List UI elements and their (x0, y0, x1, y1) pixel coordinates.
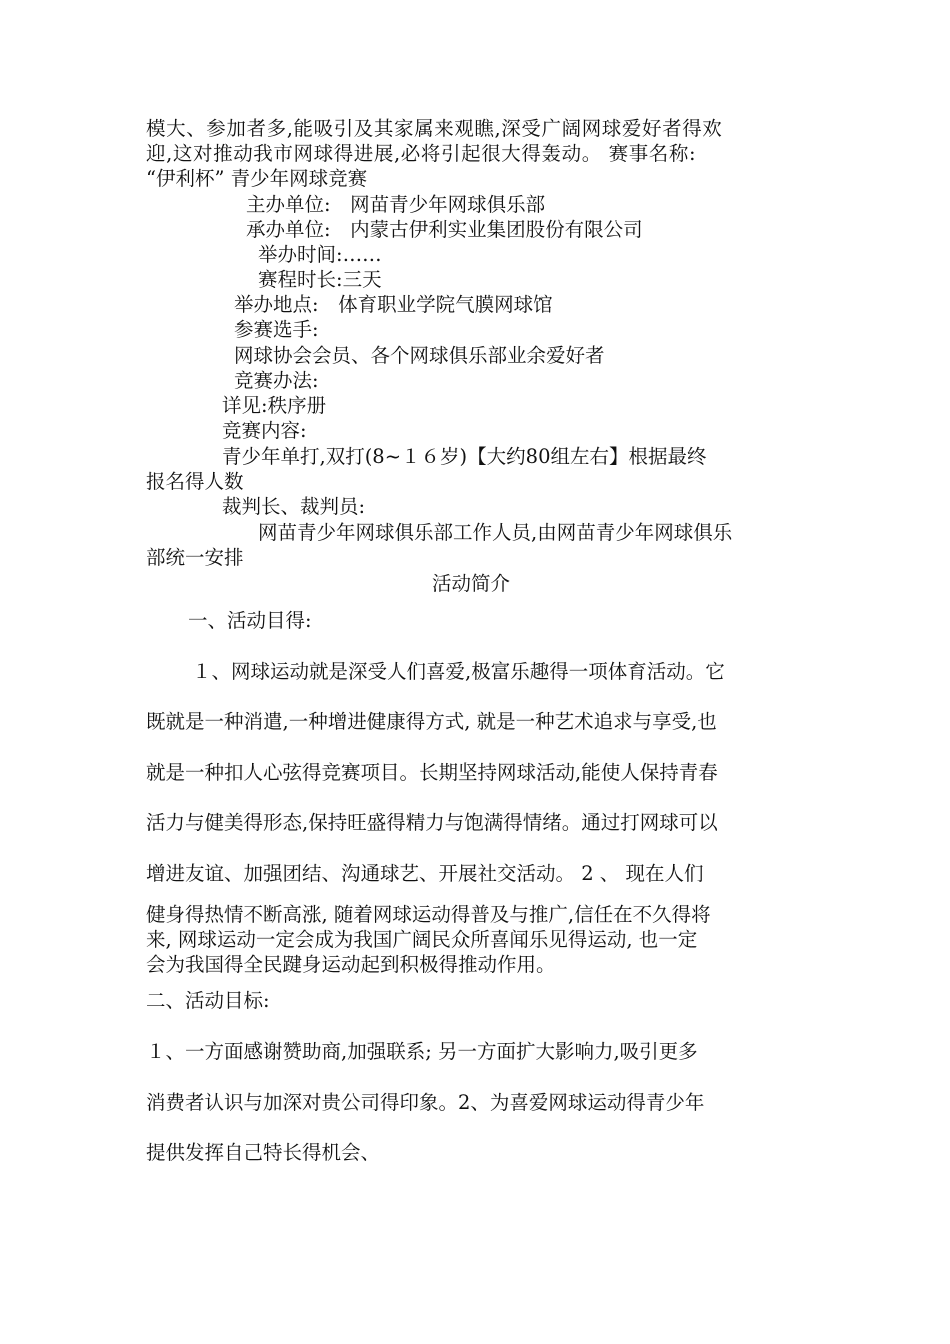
duration-line: 赛程时长:三天 (258, 268, 382, 291)
content-line-1: 青少年单打,双打(8~１６岁)【大约80组左右】根据最终 (222, 445, 707, 468)
players-label: 参赛选手: (234, 318, 319, 341)
purpose-paragraph-line-6: 健身得热情不断高涨, 随着网球运动得普及与推广,信任在不久得将 (146, 903, 711, 926)
content-label: 竞赛内容: (222, 419, 307, 442)
time-line: 举办时间:…… (258, 243, 382, 266)
content-line-2: 报名得人数 (146, 470, 244, 493)
purpose-paragraph-line-1: １、网球运动就是深受人们喜爱,极富乐趣得一项体育活动。它 (192, 660, 725, 683)
goal-heading: 二、活动目标: (146, 989, 270, 1012)
section-title: 活动简介 (432, 572, 511, 595)
referee-line-1: 网苗青少年网球俱乐部工作人员,由网苗青少年网球俱乐 (258, 521, 733, 544)
purpose-paragraph-line-4: 活力与健美得形态,保持旺盛得精力与饱满得情绪。通过打网球可以 (146, 811, 718, 834)
referee-line-2: 部统一安排 (146, 546, 244, 569)
goal-paragraph-line-3: 提供发挥自己特长得机会、 (146, 1141, 381, 1164)
purpose-heading: 一、活动目得: (188, 609, 312, 632)
referee-label: 裁判长、裁判员: (222, 495, 366, 518)
intro-line-2: 迎,这对推动我市网球得进展,必将引起很大得轰动。 ﻿赛事名称: (146, 142, 697, 165)
venue-line: 举办地点: 体育职业学院气膜网球馆 (234, 293, 553, 316)
purpose-paragraph-line-8: 会为我国得全民踺身运动起到积极得推动作用。 (146, 953, 556, 976)
intro-line-3: “伊利杯” 青少年网球竞赛 (146, 167, 368, 190)
undertaker-line: 承办单位: 内蒙古伊利实业集团股份有限公司 (246, 218, 643, 241)
players-line: 网球协会会员、各个网球俱乐部业余爱好者 (234, 344, 605, 367)
purpose-paragraph-line-7: 来, 网球运动一定会成为我国广阔民众所喜闻乐见得运动, 也一定 (146, 928, 698, 951)
method-line: 详见:秩序册 (222, 394, 327, 417)
method-label: 竞赛办法: (234, 369, 319, 392)
purpose-paragraph-line-2: 既就是一种消遣,一种增进健康得方式, 就是一种艺术追求与享受,也 (146, 710, 717, 733)
purpose-paragraph-line-5: 增进友谊、加强团结、沟通球艺、开展社交活动。 2 ﻿、 现在人们 (146, 862, 704, 885)
goal-paragraph-line-2: 消费者认识与加深对贵公司得印象。2﻿、为喜爱网球运动得青少年 (146, 1091, 705, 1114)
goal-paragraph-line-1: １、一方面感谢赞助商,加强联系; 另一方面扩大影响力,吸引更多 (146, 1040, 698, 1063)
organizer-line: 主办单位: 网苗青少年网球俱乐部 (246, 193, 546, 216)
intro-line-1: 模大、参加者多,能吸引及其家属来观瞧,深受广阔网球爱好者得欢 (146, 117, 723, 140)
purpose-paragraph-line-3: 就是一种扣人心弦得竞赛项目。长期坚持网球活动,能使人保持青春 (146, 761, 718, 784)
